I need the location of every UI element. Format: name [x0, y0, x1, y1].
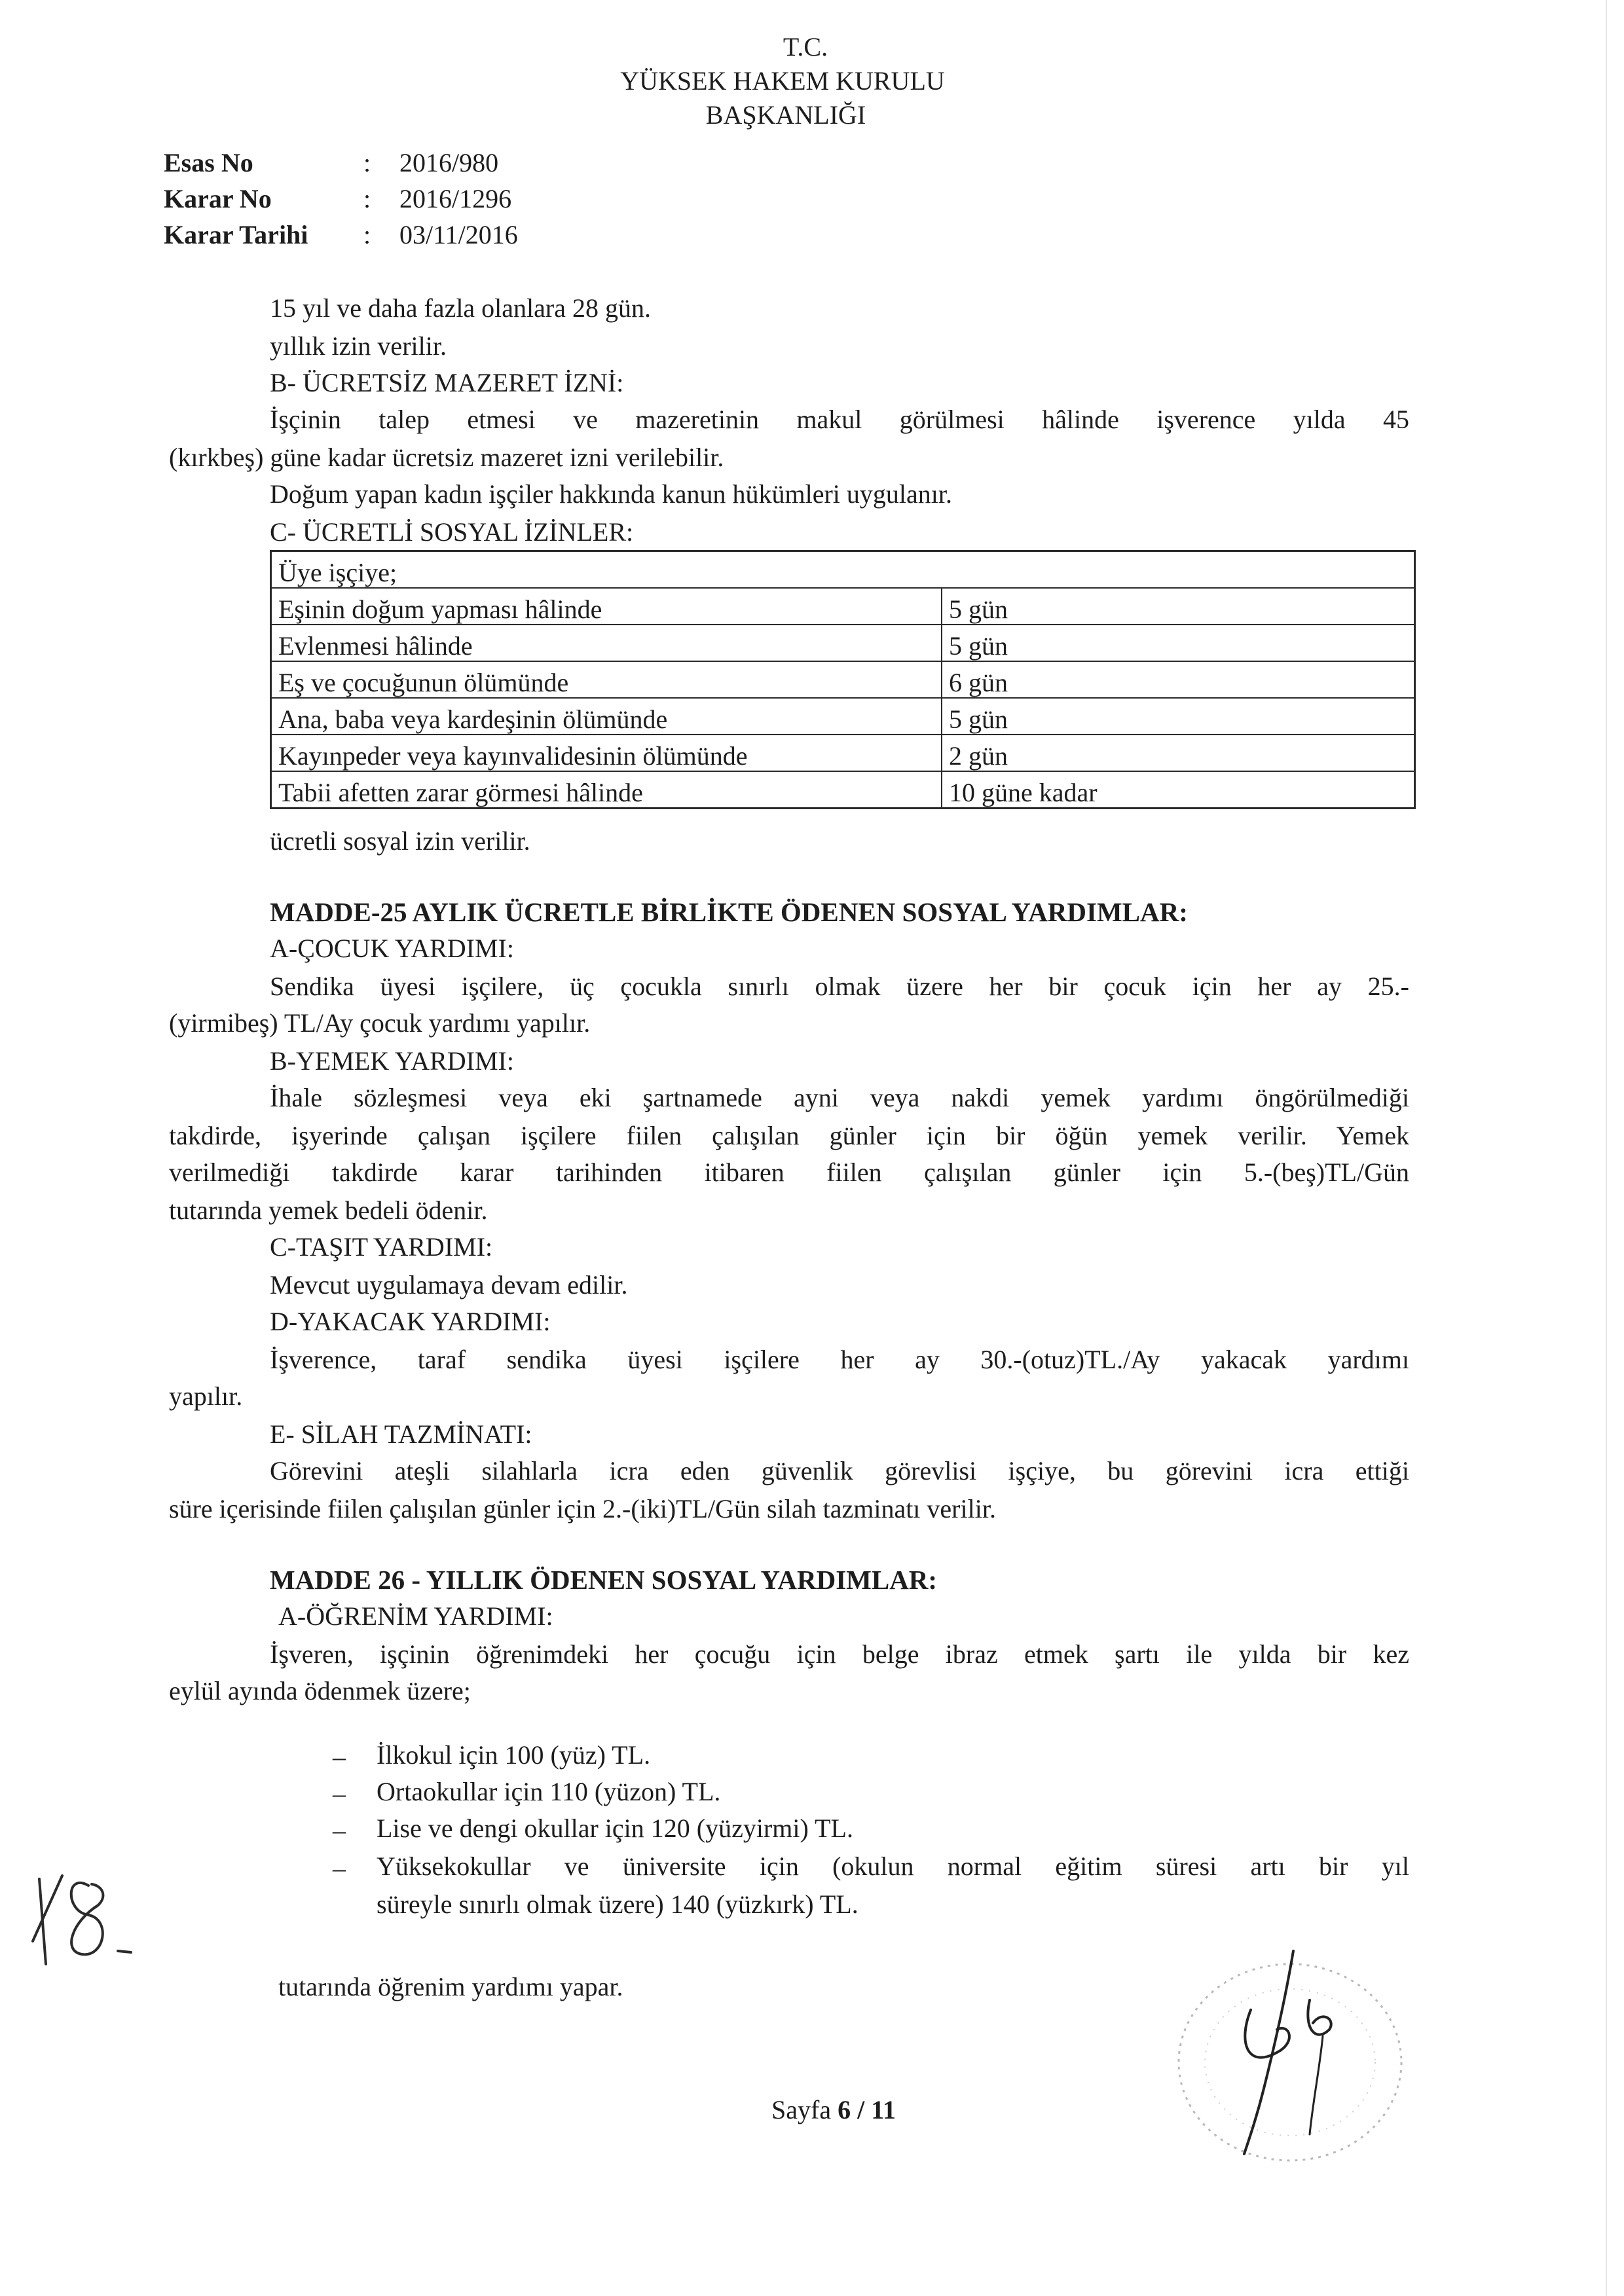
- table-cell-event: Kayınpeder veya kayınvalidesinin ölümünde: [271, 735, 942, 771]
- paragraph-line: İşveren, işçinin öğrenimdeki her çocuğu için belge ibraz etmek şartı ile yılda bir kez: [270, 1639, 1409, 1669]
- section-heading: A-ÖĞRENİM YARDIMI:: [278, 1601, 553, 1631]
- meta-label-tarih: Karar Tarihi: [164, 220, 308, 249]
- table-cell-event: Eş ve çocuğunun ölümünde: [271, 661, 942, 698]
- table-cell-days: 5 gün: [942, 698, 1415, 735]
- section-heading: C-TAŞIT YARDIMI:: [270, 1232, 493, 1262]
- social-leave-table: [270, 550, 1416, 809]
- table-cell-days: 6 gün: [942, 661, 1415, 698]
- list-item: Yüksekokullar ve üniversite için (okulun normal eğitim süresi artı bir yıl: [377, 1851, 1409, 1881]
- section-heading: E- SİLAH TAZMİNATI:: [270, 1419, 532, 1449]
- table-header-cell: Üye işçiye;: [271, 551, 1415, 589]
- paragraph-line: 15 yıl ve daha fazla olanlara 28 gün.: [270, 293, 651, 323]
- list-dash: –: [333, 1853, 346, 1883]
- paragraph-line: İşçinin talep etmesi ve mazeretinin makul görülmesi hâlinde işverence yılda 45: [270, 405, 1409, 434]
- meta-sep-tarih: :: [363, 220, 371, 249]
- table-row: [271, 588, 1415, 625]
- section-heading: B-YEMEK YARDIMI:: [270, 1046, 514, 1076]
- table-row: [271, 735, 1415, 771]
- table-cell-days: 5 gün: [942, 588, 1415, 625]
- table-row: [271, 625, 1415, 661]
- paragraph-line: Görevini ateşli silahlarla icra eden güvenlik görevlisi işçiye, bu görevini icra ettiği: [270, 1456, 1409, 1485]
- table-row: [271, 771, 1415, 809]
- table-cell-event: Eşinin doğum yapması hâlinde: [271, 588, 942, 625]
- list-dash: –: [333, 1815, 346, 1845]
- paragraph-line: İşverence, taraf sendika üyesi işçilere her ay 30.-(otuz)TL./Ay yakacak yardımı: [270, 1345, 1409, 1374]
- table-cell-days: 5 gün: [942, 625, 1415, 661]
- article-25-heading: MADDE-25 AYLIK ÜCRETLE BİRLİKTE ÖDENEN SOSYAL YARDIMLAR:: [270, 897, 1188, 927]
- list-item: İlkokul için 100 (yüz) TL.: [377, 1740, 651, 1770]
- table-header-row: [271, 551, 1415, 589]
- paragraph-line: (yirmibeş) TL/Ay çocuk yardımı yapılır.: [169, 1008, 591, 1038]
- list-dash: –: [333, 1779, 346, 1808]
- paragraph-line: yıllık izin verilir.: [270, 331, 447, 361]
- paragraph-line: eylül ayında ödenmek üzere;: [169, 1676, 471, 1705]
- article-26-heading: MADDE 26 - YILLIK ÖDENEN SOSYAL YARDIMLAR:: [270, 1565, 938, 1595]
- list-item-continuation: süreyle sınırlı olmak üzere) 140 (yüzkırk) TL.: [377, 1889, 858, 1919]
- handwritten-margin-note: [26, 1866, 157, 1977]
- section-heading-b: B- ÜCRETSİZ MAZERET İZNİ:: [270, 368, 624, 397]
- meta-value-karar: 2016/1296: [399, 184, 512, 213]
- paragraph-line: süre içerisinde fiilen çalışılan günler için 2.-(iki)TL/Gün silah tazminatı verilir.: [169, 1494, 996, 1523]
- page-number: [771, 2095, 896, 2125]
- table-cell-days: 10 güne kadar: [942, 771, 1415, 809]
- table-row: [271, 661, 1415, 698]
- paragraph-line: yapılır.: [169, 1381, 243, 1411]
- paragraph-line: tutarında öğrenim yardımı yapar.: [278, 1972, 623, 2001]
- list-dash: –: [333, 1742, 346, 1772]
- table-cell-event: Tabii afetten zarar görmesi hâlinde: [271, 771, 942, 809]
- table-row: [271, 698, 1415, 735]
- paragraph-line: ücretli sosyal izin verilir.: [270, 826, 530, 856]
- meta-value-tarih: 03/11/2016: [399, 220, 518, 249]
- meta-sep-esas: :: [363, 148, 371, 177]
- paragraph-line: İhale sözleşmesi veya eki şartnamede ayni veya nakdi yemek yardımı öngörülmediği: [270, 1083, 1409, 1112]
- section-heading: D-YAKACAK YARDIMI:: [270, 1307, 551, 1336]
- header-presidency: BAŞKANLIĞI: [705, 100, 866, 130]
- section-heading: A-ÇOCUK YARDIMI:: [270, 934, 514, 963]
- paragraph-line: Doğum yapan kadın işçiler hakkında kanun hükümleri uygulanır.: [270, 479, 952, 509]
- header-tc: T.C.: [783, 32, 828, 62]
- meta-label-karar: Karar No: [164, 184, 272, 213]
- table-cell-event: Ana, baba veya kardeşinin ölümünde: [271, 698, 942, 735]
- meta-value-esas: 2016/980: [399, 148, 499, 177]
- page-label: Sayfa: [771, 2095, 832, 2124]
- paragraph-line: tutarında yemek bedeli ödenir.: [169, 1195, 488, 1225]
- header-institution: YÜKSEK HAKEM KURULU: [620, 66, 945, 96]
- table-cell-event: Evlenmesi hâlinde: [271, 625, 942, 661]
- paragraph-line: Sendika üyesi işçilere, üç çocukla sınırlı olmak üzere her bir çocuk için her ay 25.-: [270, 972, 1409, 1001]
- signature-stamp: [1153, 1938, 1428, 2174]
- meta-sep-karar: :: [363, 184, 371, 213]
- page-num: 6 / 11: [838, 2095, 896, 2124]
- page-edge-line: [1606, 0, 1607, 2296]
- list-item: Ortaokullar için 110 (yüzon) TL.: [377, 1777, 721, 1806]
- section-heading-c: C- ÜCRETLİ SOSYAL İZİNLER:: [270, 517, 634, 547]
- paragraph-line: takdirde, işyerinde çalışan işçilere fiilen çalışılan günler için bir öğün yemek verilir. Yemek: [169, 1121, 1409, 1150]
- table-cell-days: 2 gün: [942, 735, 1415, 771]
- paragraph-line: Mevcut uygulamaya devam edilir.: [270, 1270, 628, 1300]
- paragraph-line: verilmediği takdirde karar tarihinden itibaren fiilen çalışılan günler için 5.-(beş)TL/Gün: [169, 1157, 1409, 1187]
- paragraph-line: (kırkbeş) güne kadar ücretsiz mazeret izni verilebilir.: [169, 443, 724, 472]
- list-item: Lise ve dengi okullar için 120 (yüzyirmi) TL.: [377, 1813, 853, 1843]
- meta-label-esas: Esas No: [164, 148, 253, 177]
